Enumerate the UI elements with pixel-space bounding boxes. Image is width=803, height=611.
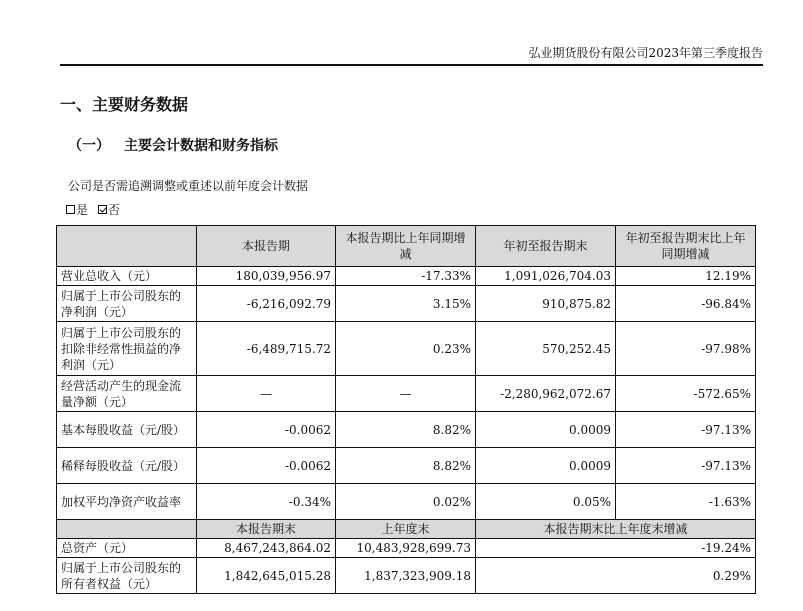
cell-value: -17.33% — [336, 267, 476, 286]
row-label: 加权平均净资产收益率 — [57, 484, 197, 520]
cell-value: -97.98% — [616, 322, 756, 376]
row-label: 基本每股收益（元/股） — [57, 412, 197, 448]
cell-value: -0.0062 — [197, 412, 336, 448]
cell-value: 910,875.82 — [476, 286, 616, 322]
table-row — [57, 322, 756, 376]
col-header: 本报告期 — [197, 226, 336, 267]
table-row — [57, 448, 756, 484]
table-header-row — [57, 226, 756, 267]
cell-value: -2,280,962,072.67 — [476, 376, 616, 412]
cell-value: — — [197, 376, 336, 412]
cell-value: 0.29% — [476, 558, 756, 594]
option-yes[interactable] — [66, 201, 88, 218]
cell-value: 0.0009 — [476, 448, 616, 484]
cell-value: 3.15% — [336, 286, 476, 322]
col-header: 年初至报告期末 — [476, 226, 616, 267]
subsection-text: 主要会计数据和财务指标 — [124, 138, 278, 154]
adjustment-question: 公司是否需追溯调整或重述以前年度会计数据 — [68, 179, 309, 193]
col-header: 年初至报告期末比上年同期增减 — [616, 226, 756, 267]
table-row — [57, 412, 756, 448]
row-label: 总资产（元） — [57, 539, 197, 558]
cell-value: 8,467,243,864.02 — [197, 539, 336, 558]
cell-value: 8.82% — [336, 412, 476, 448]
col-header: 上年度末 — [336, 520, 476, 539]
cell-value: 0.0009 — [476, 412, 616, 448]
cell-value: -0.0062 — [197, 448, 336, 484]
cell-value: 10,483,928,699.73 — [336, 539, 476, 558]
subsection-number: （一） — [68, 138, 110, 154]
cell-value: -96.84% — [616, 286, 756, 322]
option-yes-label: 是 — [76, 203, 89, 217]
cell-value: -97.13% — [616, 412, 756, 448]
option-no[interactable] — [98, 201, 120, 218]
cell-value: -97.13% — [616, 448, 756, 484]
cell-value: -6,216,092.79 — [197, 286, 336, 322]
option-no-label: 否 — [108, 203, 121, 217]
subsection-title — [68, 135, 278, 155]
table-row — [57, 286, 756, 322]
table-row — [57, 267, 756, 286]
financial-data-table — [56, 225, 756, 594]
col-header: 本报告期末比上年度末增减 — [476, 520, 756, 539]
cell-value: -19.24% — [476, 539, 756, 558]
cell-value: -6,489,715.72 — [197, 322, 336, 376]
cell-value: — — [336, 376, 476, 412]
section-title: 一、主要财务数据 — [60, 95, 189, 114]
col-header: 本报告期末 — [197, 520, 336, 539]
table-row — [57, 376, 756, 412]
row-label: 营业总收入（元） — [57, 267, 197, 286]
table-row — [57, 539, 756, 558]
cell-value: -1.63% — [616, 484, 756, 520]
adjustment-options — [66, 201, 120, 218]
cell-value: 180,039,956.97 — [197, 267, 336, 286]
report-header-title: 弘业期货股份有限公司2023年第三季度报告 — [528, 46, 763, 60]
cell-value: 0.23% — [336, 322, 476, 376]
cell-value: 1,091,026,704.03 — [476, 267, 616, 286]
checkbox-yes-icon[interactable] — [66, 205, 75, 214]
cell-value: 0.02% — [336, 484, 476, 520]
table-row — [57, 484, 756, 520]
cell-value: 1,837,323,909.18 — [336, 558, 476, 594]
row-label: 稀释每股收益（元/股） — [57, 448, 197, 484]
cell-value: 8.82% — [336, 448, 476, 484]
table-row — [57, 558, 756, 594]
row-label: 归属于上市公司股东的净利润（元） — [57, 286, 197, 322]
row-label: 经营活动产生的现金流量净额（元） — [57, 376, 197, 412]
table-subheader-row — [57, 520, 756, 539]
cell-value: 0.05% — [476, 484, 616, 520]
col-header: 本报告期比上年同期增减 — [336, 226, 476, 267]
cell-value: 570,252.45 — [476, 322, 616, 376]
checkbox-no-checked-icon[interactable] — [98, 205, 107, 214]
cell-value: -572.65% — [616, 376, 756, 412]
cell-value: 1,842,645,015.28 — [197, 558, 336, 594]
header-corner-cell — [57, 520, 197, 539]
header-divider — [60, 64, 763, 66]
header-corner-cell — [57, 226, 197, 267]
cell-value: 12.19% — [616, 267, 756, 286]
row-label: 归属于上市公司股东的所有者权益（元） — [57, 558, 197, 594]
cell-value: -0.34% — [197, 484, 336, 520]
row-label: 归属于上市公司股东的扣除非经常性损益的净利润（元） — [57, 322, 197, 376]
